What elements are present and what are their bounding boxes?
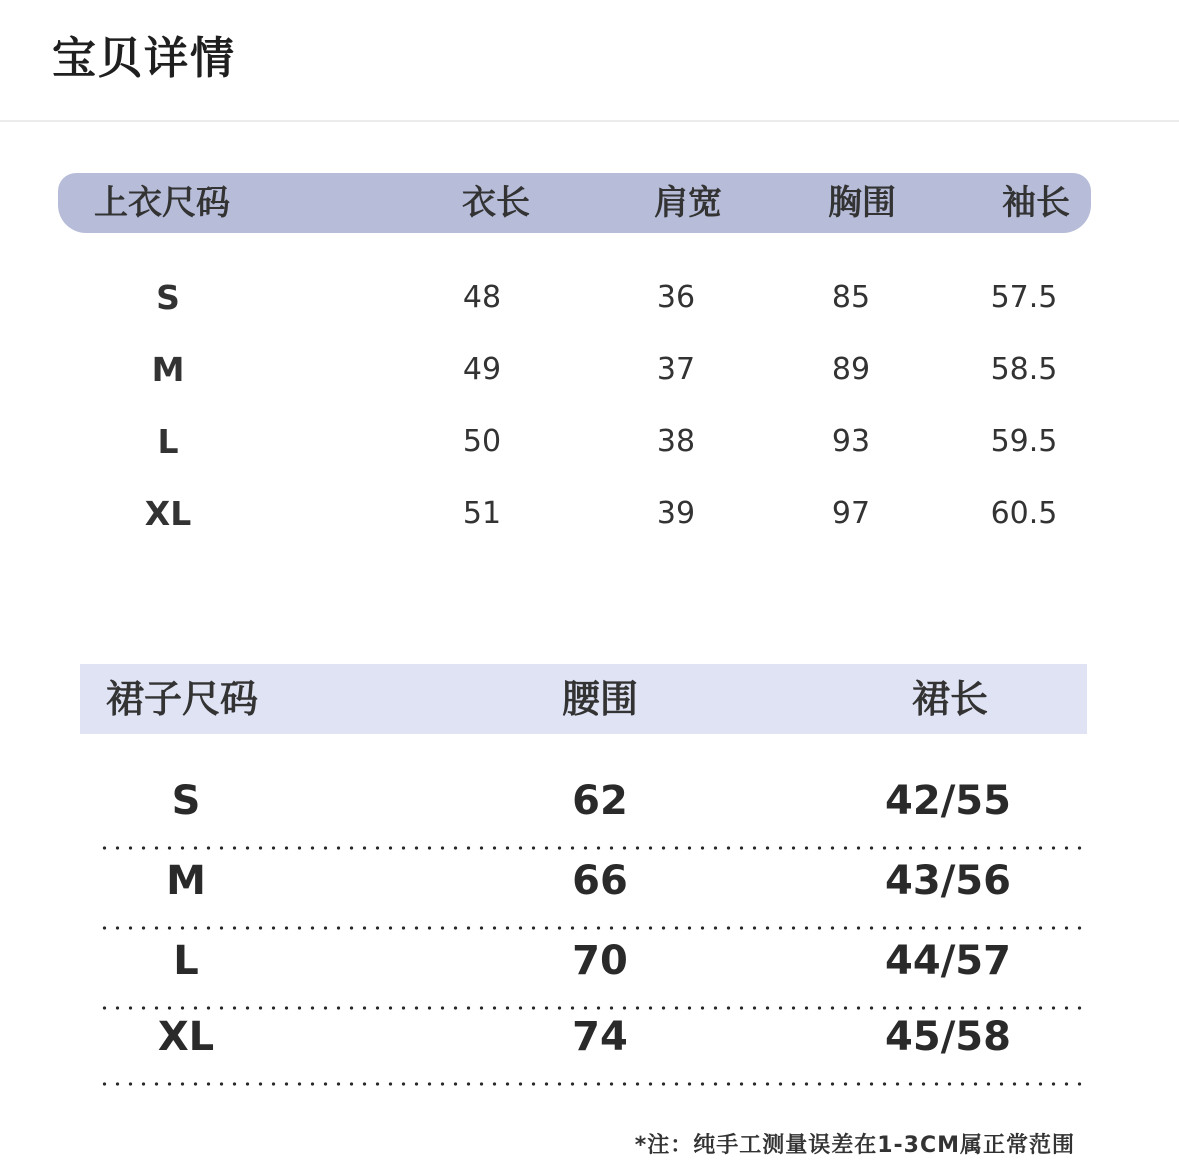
page-header (0, 0, 1179, 122)
length-cell: 49 (462, 352, 502, 387)
table-row (58, 417, 1091, 467)
bust-cell: 97 (831, 496, 871, 531)
skirt-length-cell: 43/56 (885, 858, 1011, 904)
waist-cell: 66 (572, 858, 628, 904)
column-header-bust: 胸围 (828, 183, 896, 223)
column-header-skirt-length: 裙长 (911, 677, 988, 721)
table-row (58, 273, 1091, 323)
shoulder-cell: 39 (656, 496, 696, 531)
waist-cell: 70 (572, 938, 628, 984)
size-cell: L (173, 938, 199, 984)
size-cell: S (156, 278, 180, 317)
page-title: 宝贝详情 (52, 33, 236, 84)
shoulder-cell: 37 (656, 352, 696, 387)
skirt-length-cell: 45/58 (885, 1014, 1011, 1060)
bust-cell: 89 (831, 352, 871, 387)
size-cell: L (157, 422, 179, 461)
sleeve-cell: 57.5 (990, 280, 1058, 315)
table-row (98, 1006, 1082, 1086)
table-row (98, 770, 1082, 850)
length-cell: 51 (462, 496, 502, 531)
shoulder-cell: 36 (656, 280, 696, 315)
bust-cell: 93 (831, 424, 871, 459)
size-cell: M (166, 858, 206, 904)
column-header-skirt-size: 裙子尺码 (106, 677, 259, 721)
size-cell: XL (144, 494, 192, 533)
table-row (98, 930, 1082, 1010)
table-row (98, 850, 1082, 930)
bust-cell: 85 (831, 280, 871, 315)
dotted-divider (98, 1082, 1082, 1086)
shoulder-cell: 38 (656, 424, 696, 459)
waist-cell: 74 (572, 1014, 628, 1060)
column-header-waist: 腰围 (561, 677, 638, 721)
sleeve-cell: 60.5 (990, 496, 1058, 531)
column-header-sleeve: 袖长 (1002, 183, 1070, 223)
skirt-length-cell: 44/57 (885, 938, 1011, 984)
skirt-length-cell: 42/55 (885, 778, 1011, 824)
table-row (58, 345, 1091, 395)
size-cell: S (171, 778, 201, 824)
column-header-length: 衣长 (462, 183, 530, 223)
sleeve-cell: 58.5 (990, 352, 1058, 387)
column-header-top-size: 上衣尺码 (94, 183, 230, 223)
size-cell: XL (157, 1014, 215, 1060)
top-size-table-header (58, 173, 1091, 233)
waist-cell: 62 (572, 778, 628, 824)
size-cell: M (151, 350, 185, 389)
table-row (58, 489, 1091, 539)
sleeve-cell: 59.5 (990, 424, 1058, 459)
column-header-shoulder: 肩宽 (654, 183, 722, 223)
measurement-note: *注：纯手工测量误差在1-3CM属正常范围 (634, 1133, 1075, 1158)
length-cell: 50 (462, 424, 502, 459)
skirt-size-table-header (80, 664, 1087, 734)
length-cell: 48 (462, 280, 502, 315)
